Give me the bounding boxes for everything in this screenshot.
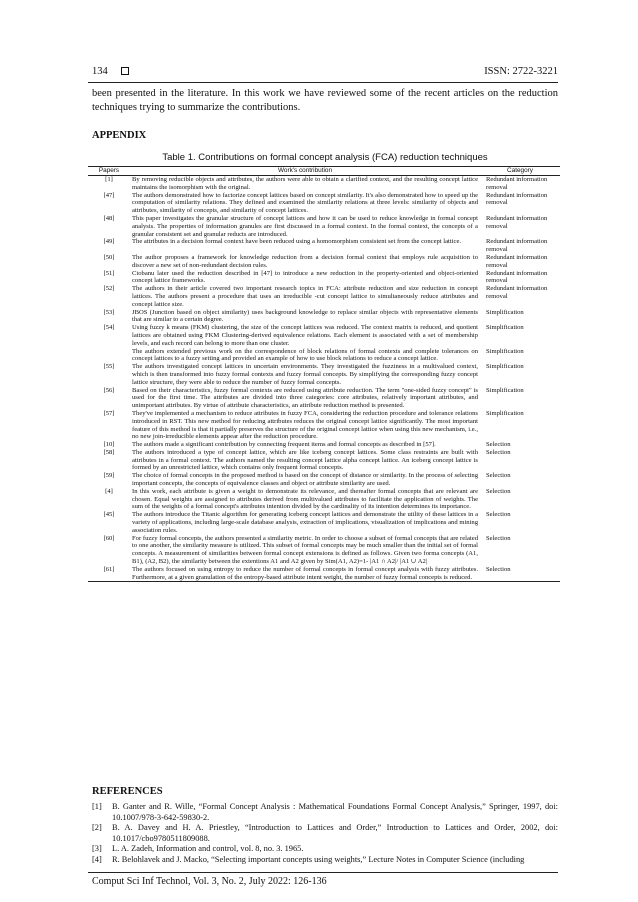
column-header-contribution: Work's contribution [130,167,480,176]
contribution-cell: The authors demonstrated how to factorize concept lattices based on concept similarity. It's also demonstrated how to speed up the computation of similarity relations. They defined and examined the similarity relations at three levels: similarity of objects and attributes, similarity of concepts, and similarity of concept lattices. [132,191,478,215]
category-cell: Simplification [486,386,524,394]
footer-rule [88,872,558,873]
contribution-cell: By removing reducible objects and attributes, the authors were able to obtain a clarified context, and the resulting concept lattice maintains the isomorphism with the original. [132,176,478,191]
paper-ref-cell: [4] [105,487,113,495]
reference-item [92,844,558,855]
page-header [92,66,558,82]
contribution-cell: They've implemented a mechanism to reduce attributes in fuzzy FCA, considering the reduction procedure and tolerance relations introduced in RST. This new method for reducing attributes reduces the original concept lattice significantly. The most important feature of this method is that it partially preserves the structure of the original concept lattice when using this new mechanism, i.e., no new join-irreducible elements appear after the reduction procedure. [132,409,478,441]
issn-label: ISSN: 2722-3221 [484,66,558,77]
category-cell: Simplification [486,308,524,316]
reference-number: [1] [92,802,102,811]
category-cell: Selection [486,472,511,480]
table-row [88,566,560,582]
square-icon [121,67,129,75]
category-cell: Redundant information removal [486,253,548,269]
contribution-cell: Using fuzzy k means (FKM) clustering, the size of the concept lattices was reduced. The context matrix is reduced, and quotient lattices are obtained using FKM Clustering-derived equivalence relations. Each element is associated with a set of membership levels, and each record can belong to more than one cluster. [132,324,478,347]
reference-number: [2] [92,823,102,833]
table-row [88,324,560,347]
contribution-cell: The authors investigated concept lattices in uncertain environments. They investigated the fuzziness in a multivalued context, which is then transformed into fuzzy formal contexts and fuzzy formal concepts. By simplifying the corresponding fuzzy concept lattice structure, they were able to reduce the number of fuzzy formal concepts. [132,363,478,386]
reference-number: [4] [92,854,102,864]
category-cell: Selection [486,448,511,456]
table-row [88,215,560,238]
contribution-cell: In this work, each attribute is given a weight to demonstrate its relevance, and thereafter formal concepts that are relevant are chosen. Equal weights are assigned to attributes derived from multivalued attributes to facilitate the application of weights. The sum of the weights of a formal concept's attributes intention divided by the cardinality of its intention determines its importance. [132,487,478,511]
contribution-cell: The author proposes a framework for knowledge reduction from a decision formal context that employs rule acquisition to discover a new set of non-redundant decision rules. [132,253,478,269]
paper-ref-cell: [51] [103,269,115,277]
contribution-cell: The authors focused on using entropy to reduce the number of formal concepts in formal concept analysis with fuzzy attributes. Furthermore, at a given granulation of the entropy-based attribute intent weight, the number of fuzzy formal concepts is reduced. [132,565,478,581]
contribution-cell: The attributes in a decision formal context have been reduced using a homomorphism consistent set from the concept lattice. [132,238,462,246]
reference-text: B. A. Davey and H. A. Priestley, “Introduction to Lattices and Order,” Introduction to Lattices and Order, 2002, doi: 10.1017/cbo9780511809088. [112,823,558,843]
reference-text: L. A. Zadeh, Information and control, vol. 8, no. 3. 1965. [112,844,304,854]
contributions-table [88,166,560,582]
paper-ref-cell: [47] [103,191,115,199]
header-rule [88,82,558,83]
reference-item [92,823,558,844]
column-header-papers: Papers [88,167,130,176]
category-cell: Simplification [486,409,524,417]
category-cell: Redundant information removal [486,269,548,285]
table-row [88,472,560,488]
paper-ref-cell: [53] [103,308,115,316]
category-cell: Redundant information removal [486,238,548,254]
table-row [88,285,560,308]
paper-ref-cell: [48] [103,214,115,222]
paper-ref-cell: [58] [103,448,115,456]
paper-ref-cell: [10] [103,441,115,449]
table-row [88,309,560,325]
paper-ref-cell: [61] [88,566,130,582]
paper-ref-cell: [45] [103,511,115,519]
column-header-category: Category [480,167,560,176]
table-row [88,387,560,410]
contribution-cell: The authors extended previous work on the correspondence of block relations of formal contexts and complete tolerances on concept lattices to a fuzzy setting and provided an example of how to use block relations to reduce a concept lattice. [132,347,478,363]
appendix-heading: APPENDIX [92,130,147,141]
category-cell: Redundant information removal [486,191,548,207]
table-body [88,176,560,582]
page-number: 134 [92,66,108,77]
category-cell: Simplification [486,347,524,355]
paper-ref-cell: [54] [103,324,115,332]
contribution-cell: The authors introduce the Titanic algorithm for generating iceberg concept lattices and demonstrate the utility of these lattices in a variety of applications, including large-scale database analysis, extraction of implications, visualization of implications and mining association rules. [132,511,478,534]
paper-ref-cell: [60] [103,534,115,542]
category-cell: Redundant information removal [486,176,548,191]
table-row [88,176,560,192]
reference-item [92,802,558,823]
intro-paragraph: been presented in the literature. In this work we have reviewed some of the recent articles on the reduction techniques trying to summarize the contributions. [92,88,558,113]
reference-item [92,855,558,866]
paper-ref-cell: [49] [103,238,115,246]
reference-number: [3] [92,844,102,854]
contribution-cell: The authors in their article covered two important research topics in FCA: attribute reduction and size reduction in concept lattices. The authors present a procedure that uses an irreducible -cut concept lattice to simultaneously reduce attributes and concept lattice size. [132,285,478,308]
table-row [88,535,560,566]
contribution-cell: Based on their characteristics, fuzzy formal contexts are reduced using attribute reduction. The term "one-sided fuzzy concept" is used for the first time. The attributes are divided into three categories: core attributes, relatively important attributes, and unimportant attributes. By virtue of attribute characteristics, an attribute reduction method is presented. [132,386,478,410]
table-row [88,192,560,215]
table-row [88,270,560,286]
paper-ref-cell: [57] [103,409,115,417]
paper-ref-cell: [1] [105,176,113,183]
table-row [88,254,560,270]
contribution-cell: The authors introduced a type of concept lattice, which are like iceberg concept lattices. Some class restraints are built with attributes in a formal context. The authors named the resulting concept lattice alpha concept lattice. An iceberg concept lattice is formed by an unrestricted lattice, which contains only frequent formal concepts. [132,448,478,472]
contribution-cell: The choice of formal concepts in the proposed method is based on the concept of distance or similarity. In the process of selecting important concepts, the concepts of equivalence classes and object or attribute similarity are used. [132,472,478,488]
reference-text: R. Belohlavek and J. Macko, “Selecting important concepts using weights,” Lecture Notes in Computer Science (including [112,854,525,864]
table-row [88,511,560,534]
contribution-cell: JBOS (Junction based on object similarity) uses background knowledge to replace similar objects with representative elements that are similar to a certain degree. [132,308,478,324]
table-row [88,238,560,254]
references-heading: REFERENCES [92,786,163,797]
page-footer: Comput Sci Inf Technol, Vol. 3, No. 2, July 2022: 126-136 [92,876,327,887]
reference-text: B. Ganter and R. Wille, “Formal Concept Analysis : Mathematical Foundations Formal Concept Analysis,” Springer, 1997, doi: 10.1007/978-3-642-59830-2. [112,802,558,822]
table-row [88,441,560,449]
category-cell: Selection [486,534,511,542]
category-cell: Simplification [486,363,524,371]
category-cell: Simplification [486,324,524,332]
contribution-cell: For fuzzy formal concepts, the authors presented a similarity metric. In order to choose a subset of formal concepts that are related to one another, the similarity measure is utilized. This subset of formal concepts may be much smaller than the initial set of formal concepts. A measurement of similarities between formal concept extensions is defined as follows. Given two forma concepts (A1, B1), (A2, B2), the similarity between the extentions A1 and A2 given by Sim(A1, A2)=1- |A1 ∩ A2|/ |A1 ∪ A2| [132,534,478,566]
table-row [88,449,560,472]
paper-ref-cell: [50] [103,253,115,261]
table-caption: Table 1. Contributions on formal concept analysis (FCA) reduction techniques [162,152,488,163]
references-list [92,802,558,866]
category-cell: Selection [486,511,511,519]
table-row [88,363,560,386]
contribution-cell: This paper investigates the granular structure of concept lattices and how it can be used to reduce knowledge in formal concept analysis. The properties of information granules are first discussed in a formal context. In the formal context, the concepts of a granular consistent set and granular reducts are introduced. [132,214,478,238]
table-row [88,410,560,441]
paper-ref-cell [88,348,130,364]
contribution-cell: The authors made a significant contribution by connecting frequent items and formal concepts as described in [57]. [132,441,436,449]
paper-ref-cell: [55] [103,363,115,371]
category-cell: Selection [486,441,511,449]
category-cell: Selection [486,487,511,495]
paper-ref-cell: [59] [103,472,115,480]
category-cell: Redundant information removal [486,285,548,300]
paper-ref-cell: [52] [103,285,115,293]
contribution-cell: Ciobanu later used the reduction described in [47] to introduce a new reduction in the property-oriented and object-oriented concept lattice frameworks. [132,269,478,285]
category-cell: Redundant information removal [486,214,548,230]
table-row [88,488,560,511]
category-cell: Selection [480,566,560,582]
table-row [88,348,560,364]
paper-ref-cell: [56] [103,386,115,394]
